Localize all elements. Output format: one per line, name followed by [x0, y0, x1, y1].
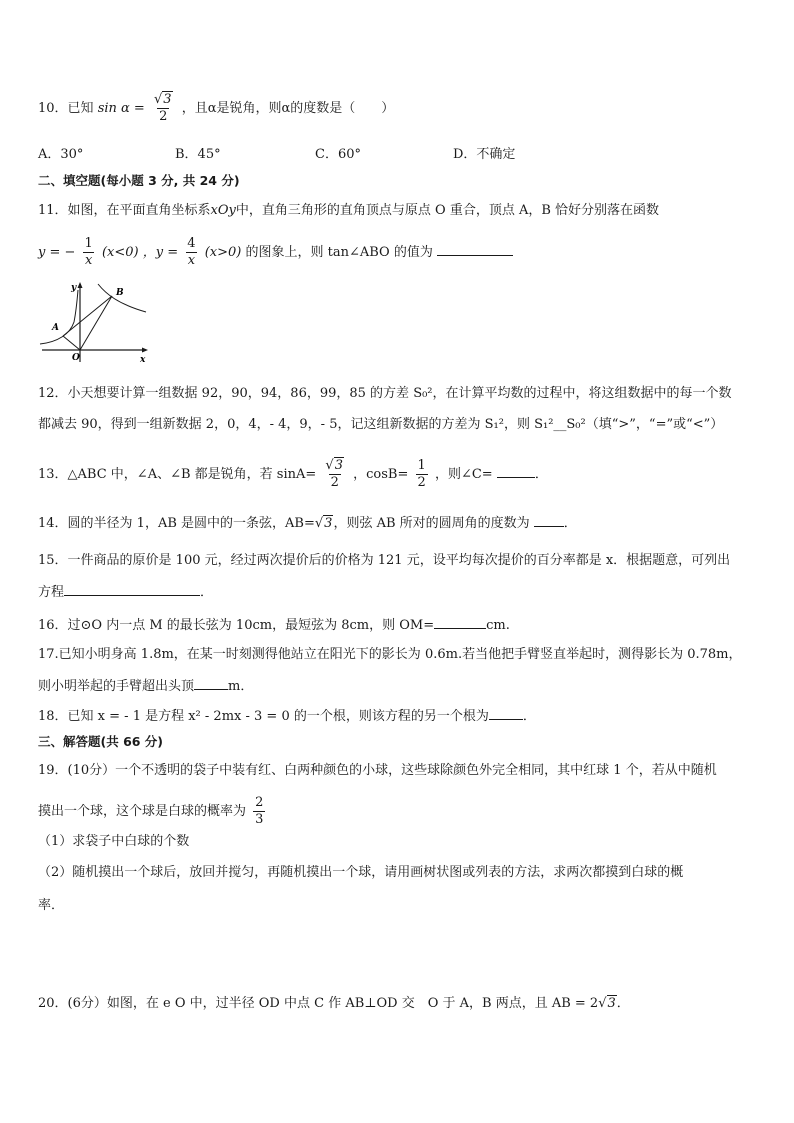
q10-option-a: A．30°	[38, 147, 84, 162]
q11-fraction-2: $\frac{4}{x}$	[187, 236, 196, 268]
q13-fraction-1: $\frac{√3}{2}$	[325, 458, 343, 490]
q11-fraction-1: $\frac{1}{x}$	[84, 236, 93, 268]
q17-answer-blank	[194, 677, 228, 690]
q13-fraction-2: $\frac{1}{2}$	[417, 458, 426, 490]
q10-sqrt-radicand: 3	[163, 92, 172, 107]
q11-segment-ab	[63, 296, 112, 336]
q11-answer-blank	[437, 243, 513, 256]
q16-stem: 16．过⊙O 内一点 M 的最长弦为 10cm，最短弦为 8cm，则 OM= cm.	[38, 618, 510, 633]
q15-answer-blank	[64, 583, 200, 596]
q18-stem: 18．已知 x = - 1 是方程 x² - 2mx - 3 = 0 的一个根，则该方程的另一个根为 ．	[38, 709, 536, 724]
q10-option-d: D．不确定	[453, 147, 516, 162]
q12-line1: 12．小天想要计算一组数据 92，90，94，86，99，85 的方差 S₀²，在计算平均数的过程中，将这组数据中的每一个数	[38, 386, 732, 401]
section-heading-fill-in: 二、填空题(每小题 3 分, 共 24 分)	[38, 173, 240, 188]
q10-prefix: 10．已知	[38, 101, 94, 116]
q10-sin-alpha: sin α =	[97, 101, 145, 116]
q10-fraction: $\frac{√3}{2}$	[153, 92, 172, 124]
q20-stem: 20．(6分）如图，在 e O 中，过半径 OD 中点 C 作 AB⊥OD 交 O 于 A，B 两点，且 AB = 2√3．	[38, 996, 630, 1011]
q15-line2: 方程 ．	[38, 585, 214, 600]
q10-option-b: B．45°	[175, 147, 221, 162]
q20-sqrt-radicand: 3	[607, 996, 616, 1011]
q10-stem	[38, 92, 394, 125]
q11-label-b: B	[116, 288, 124, 298]
q10-suffix: ，且α是锐角，则α的度数是（ ）	[181, 101, 395, 116]
q14-stem: 14．圆的半径为 1，AB 是圆中的一条弦，AB=√3，则弦 AB 所对的圆周角的度数为 ．	[38, 516, 577, 531]
q11-segment-ob	[80, 296, 112, 350]
q11-figure	[36, 278, 156, 368]
q13-stem: 13．△ABC 中，∠A、∠B 都是锐角，若 sinA= $\frac{√3}{2}$ ，cosB= $\frac{1}{2}$ ，则∠C= ．	[38, 458, 548, 490]
q10-denominator: 2	[159, 109, 168, 124]
q16-answer-blank	[434, 616, 486, 629]
q10-options	[38, 146, 758, 164]
q19-part2-line2: 率．	[38, 898, 65, 913]
q11-curve-left	[40, 290, 78, 344]
q15-line1: 15．一件商品的原价是 100 元，经过两次提价后的价格为 121 元，设平均每次提价的百分率都是 x．根据题意，可列出	[38, 553, 731, 568]
q11-label-x: x	[140, 355, 146, 365]
q19-line1: 19．(10分）一个不透明的袋子中装有红、白两种颜色的小球，这些球除颜色外完全相同，其中红球 1 个，若从中随机	[38, 763, 717, 778]
q12-line2: 都减去 90，得到一组新数据 2，0，4，- 4，9，- 5，记这组新数据的方差为 S₁²，则 S₁²__S₀²（填“>”，“=”或“<”）	[38, 417, 724, 432]
q11-label-a: A	[52, 323, 59, 333]
q18-answer-blank	[489, 707, 523, 720]
q13-answer-blank	[497, 465, 535, 478]
q19-fraction: $\frac{2}{3}$	[255, 795, 264, 827]
q11-label-y: y	[71, 283, 77, 293]
q10-option-c: C．60°	[315, 147, 361, 162]
q19-line2: 摸出一个球，这个球是白球的概率为 $\frac{2}{3}$	[38, 795, 264, 827]
q14-sqrt-radicand: 3	[324, 516, 333, 531]
section-heading-answers: 三、解答题(共 66 分)	[38, 734, 164, 749]
q19-part1: （1）求袋子中白球的个数	[38, 834, 190, 849]
q11-segment-oa	[63, 336, 80, 350]
q19-part2-line1: （2）随机摸出一个球后，放回并搅匀，再随机摸出一个球，请用画树状图或列表的方法，求两次都摸到白球的概	[38, 865, 684, 880]
q11-line1: 11．如图，在平面直角坐标系xOy中，直角三角形的直角顶点与原点 O 重合，顶点 A，B 恰好分别落在函数	[38, 203, 660, 218]
q14-answer-blank	[534, 514, 564, 527]
q17-line1: 17.已知小明身高 1.8m，在某一时刻测得他站立在阳光下的影长为 0.6m.若当他把手臂竖直举起时，测得影长为 0.78m，	[38, 647, 742, 662]
q11-label-o: O	[72, 353, 80, 363]
q11-xoy: xOy	[210, 203, 236, 218]
q17-line2: 则小明举起的手臂超出头顶 m．	[38, 679, 254, 694]
q11-line2: y = − $\frac{1}{x}$ (x<0) ，y = $\frac{4}{x}$ (x>0) 的图象上，则 tan∠ABO 的值为	[38, 236, 513, 269]
